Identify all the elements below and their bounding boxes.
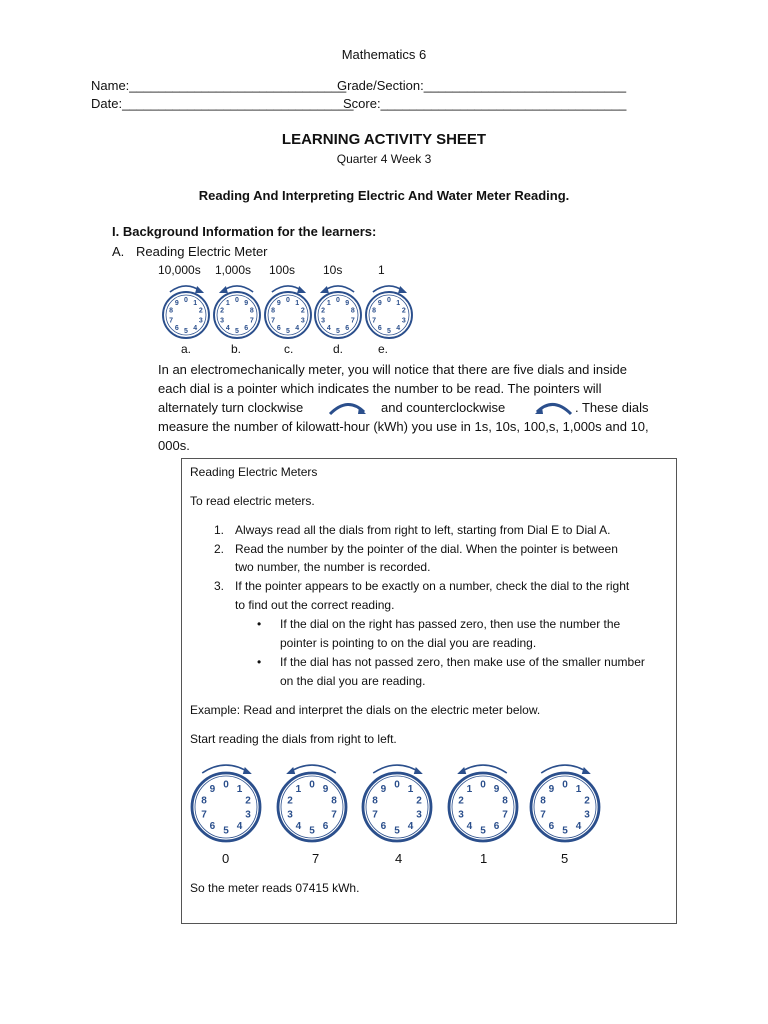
dial-digit: 4 [575, 821, 582, 833]
subsection-letter: A. [112, 244, 125, 259]
dial-digit: 6 [276, 325, 281, 333]
paragraph-line: and counterclockwise [381, 400, 506, 415]
meter-dial [449, 765, 517, 841]
dial-digit: 4 [396, 325, 401, 333]
dial-digit: 4 [295, 325, 300, 333]
dial-digit: 8 [249, 307, 254, 315]
paragraph-line: 000s. [158, 438, 190, 453]
dial-digit: 5 [394, 825, 400, 837]
dial-digit: 3 [458, 809, 464, 821]
dial-digit: 9 [244, 299, 249, 307]
bullet-icon: • [257, 617, 262, 631]
subsection-heading: Reading Electric Meter [136, 244, 268, 259]
electric-meter-dials-small [150, 278, 420, 342]
meter-dial [163, 286, 209, 338]
step-number: 2. [214, 542, 225, 556]
page-title: LEARNING ACTIVITY SHEET [281, 131, 487, 148]
dial-letter: b. [231, 342, 242, 356]
dial-digit: 9 [322, 783, 329, 795]
dial-digit: 2 [245, 795, 251, 807]
dial-digit: 0 [394, 779, 400, 791]
dial-digit: 8 [271, 307, 276, 315]
dial-digit: 8 [372, 795, 378, 807]
dial-digit: 5 [184, 328, 188, 336]
paragraph-line: . These dials [575, 400, 649, 415]
step-number: 3. [214, 579, 225, 593]
step-text: to find out the correct reading. [235, 598, 395, 612]
dial-digit: 3 [198, 317, 203, 325]
dial-digit: 2 [458, 795, 464, 807]
place-label: 1,000s [215, 263, 252, 277]
dial-digit: 0 [336, 296, 340, 304]
dial-digit: 7 [372, 317, 377, 325]
dial-digit: 7 [331, 809, 337, 821]
dial-digit: 9 [276, 299, 281, 307]
paragraph-line: each dial is a pointer which indicates the number to be read. The pointers will [158, 381, 602, 396]
dial-digit: 4 [236, 821, 243, 833]
dial-digit: 3 [416, 809, 422, 821]
dial-digit: 2 [287, 795, 293, 807]
paragraph-line: measure the number of kilowatt-hour (kWh) you use in 1s, 10s, 100,s, 1,000s and 10, [158, 419, 649, 434]
paragraph-line: In an electromechanically meter, you will notice that there are five dials and inside [158, 362, 627, 377]
dial-digit: 4 [193, 325, 198, 333]
score-field: Score:__________________________________ [343, 96, 627, 111]
quarter-label: Quarter 4 Week 3 [336, 152, 432, 166]
dial-digit: 2 [220, 307, 225, 315]
dial-digit: 4 [326, 325, 331, 333]
dial-digit: 6 [380, 821, 387, 833]
dial-digit: 5 [562, 825, 568, 837]
dial-digit: 6 [548, 821, 555, 833]
topic-heading: Reading And Interpreting Electric And Water Meter Reading. [198, 188, 570, 203]
dial-digit: 1 [575, 783, 582, 795]
electric-meter-dials-example [188, 759, 628, 845]
dial-digit: 7 [201, 809, 207, 821]
dial-digit: 6 [493, 821, 500, 833]
dial-reading: 0 [222, 851, 230, 866]
dial-digit: 8 [540, 795, 546, 807]
dial-digit: 0 [184, 296, 188, 304]
dial-digit: 6 [345, 325, 350, 333]
meter-dial [192, 765, 260, 841]
dial-digit: 4 [466, 821, 473, 833]
dial-digit: 5 [387, 328, 391, 336]
reading-electric-meters-box [181, 458, 677, 924]
dial-digit: 5 [309, 825, 315, 837]
meter-dial [214, 286, 260, 338]
dial-digit: 2 [416, 795, 422, 807]
dial-digit: 6 [209, 821, 216, 833]
dial-digit: 5 [480, 825, 486, 837]
dial-reading: 4 [395, 851, 403, 866]
dial-digit: 2 [198, 307, 203, 315]
dial-digit: 0 [235, 296, 239, 304]
dial-digit: 3 [321, 317, 326, 325]
dial-digit: 1 [225, 299, 230, 307]
meter-dial [531, 765, 599, 841]
dial-digit: 9 [548, 783, 555, 795]
dial-digit: 0 [309, 779, 315, 791]
dial-digit: 3 [220, 317, 225, 325]
dial-digit: 1 [326, 299, 331, 307]
dial-digit: 9 [380, 783, 387, 795]
step-text: Always read all the dials from right to left, starting from Dial E to Dial A. [235, 523, 611, 537]
dial-digit: 8 [350, 307, 355, 315]
dial-digit: 2 [321, 307, 326, 315]
example-text: Example: Read and interpret the dials on the electric meter below. [190, 703, 541, 717]
dial-digit: 9 [209, 783, 216, 795]
meter-dial [278, 765, 346, 841]
step-text: Read the number by the pointer of the dial. When the pointer is between [235, 542, 618, 556]
dial-digit: 0 [562, 779, 568, 791]
dial-digit: 0 [286, 296, 290, 304]
dial-reading: 7 [312, 851, 320, 866]
dial-digit: 0 [387, 296, 391, 304]
dial-reading: 5 [561, 851, 569, 866]
dial-digit: 7 [502, 809, 508, 821]
meter-dial [366, 286, 412, 338]
place-label: 10,000s [158, 263, 201, 277]
dial-letter: a. [181, 342, 192, 356]
dial-digit: 6 [174, 325, 179, 333]
bullet-text: on the dial you are reading. [280, 674, 426, 688]
clockwise-arrow-icon [326, 398, 370, 416]
name-field: Name:______________________________ [91, 78, 347, 93]
dial-letter: c. [284, 342, 294, 356]
dial-digit: 7 [350, 317, 355, 325]
dial-digit: 7 [271, 317, 276, 325]
subject-title: Mathematics 6 [341, 47, 427, 62]
dial-digit: 2 [401, 307, 406, 315]
dial-digit: 5 [286, 328, 290, 336]
dial-digit: 1 [295, 783, 302, 795]
step-text: two number, the number is recorded. [235, 560, 431, 574]
dial-digit: 5 [223, 825, 229, 837]
dial-reading: 1 [480, 851, 488, 866]
dial-digit: 8 [372, 307, 377, 315]
dial-digit: 0 [480, 779, 486, 791]
dial-digit: 6 [377, 325, 382, 333]
dial-digit: 1 [295, 299, 300, 307]
meter-dial [315, 286, 361, 338]
dial-digit: 1 [193, 299, 198, 307]
dial-digit: 6 [322, 821, 329, 833]
meter-dial [265, 286, 311, 338]
dial-digit: 3 [401, 317, 406, 325]
dial-digit: 3 [300, 317, 305, 325]
dial-digit: 6 [244, 325, 249, 333]
dial-digit: 1 [407, 783, 414, 795]
dial-digit: 7 [169, 317, 174, 325]
bullet-icon: • [257, 655, 262, 669]
dial-digit: 5 [336, 328, 340, 336]
section-heading: I. Background Information for the learners: [112, 224, 377, 239]
dial-digit: 0 [223, 779, 229, 791]
start-text: Start reading the dials from right to left. [190, 732, 397, 746]
dial-digit: 2 [584, 795, 590, 807]
bullet-text: If the dial has not passed zero, then make use of the smaller number [280, 655, 645, 669]
dial-digit: 7 [372, 809, 378, 821]
step-text: If the pointer appears to be exactly on a number, check the dial to the right [235, 579, 630, 593]
place-label: 10s [323, 263, 343, 277]
dial-digit: 1 [466, 783, 473, 795]
dial-digit: 9 [174, 299, 179, 307]
dial-digit: 3 [584, 809, 590, 821]
dial-digit: 1 [236, 783, 243, 795]
dial-digit: 9 [377, 299, 382, 307]
place-label: 100s [269, 263, 296, 277]
date-field: Date:________________________________ [91, 96, 354, 111]
box-intro: To read electric meters. [190, 494, 315, 508]
dial-letter: e. [378, 342, 389, 356]
box-heading: Reading Electric Meters [190, 465, 318, 479]
dial-digit: 3 [287, 809, 293, 821]
dial-letter: d. [333, 342, 344, 356]
conclusion-text: So the meter reads 07415 kWh. [190, 881, 360, 895]
dial-digit: 1 [396, 299, 401, 307]
dial-digit: 4 [225, 325, 230, 333]
dial-digit: 8 [201, 795, 207, 807]
dial-digit: 7 [249, 317, 254, 325]
place-label: 1 [378, 263, 385, 277]
bullet-text: If the dial on the right has passed zero, then use the number the [280, 617, 621, 631]
bullet-text: pointer is pointing to on the dial you are reading. [280, 636, 537, 650]
dial-digit: 4 [407, 821, 414, 833]
dial-digit: 5 [235, 328, 239, 336]
dial-digit: 3 [245, 809, 251, 821]
dial-digit: 8 [169, 307, 174, 315]
dial-digit: 9 [493, 783, 500, 795]
dial-digit: 7 [540, 809, 546, 821]
dial-digit: 2 [300, 307, 305, 315]
step-number: 1. [214, 523, 225, 537]
dial-digit: 8 [502, 795, 508, 807]
dial-digit: 8 [331, 795, 337, 807]
dial-digit: 4 [295, 821, 302, 833]
dial-digit: 9 [345, 299, 350, 307]
grade-section-field: Grade/Section:____________________________ [337, 78, 627, 93]
meter-dial [363, 765, 431, 841]
counterclockwise-arrow-icon [531, 398, 575, 416]
paragraph-line: alternately turn clockwise [158, 400, 304, 415]
